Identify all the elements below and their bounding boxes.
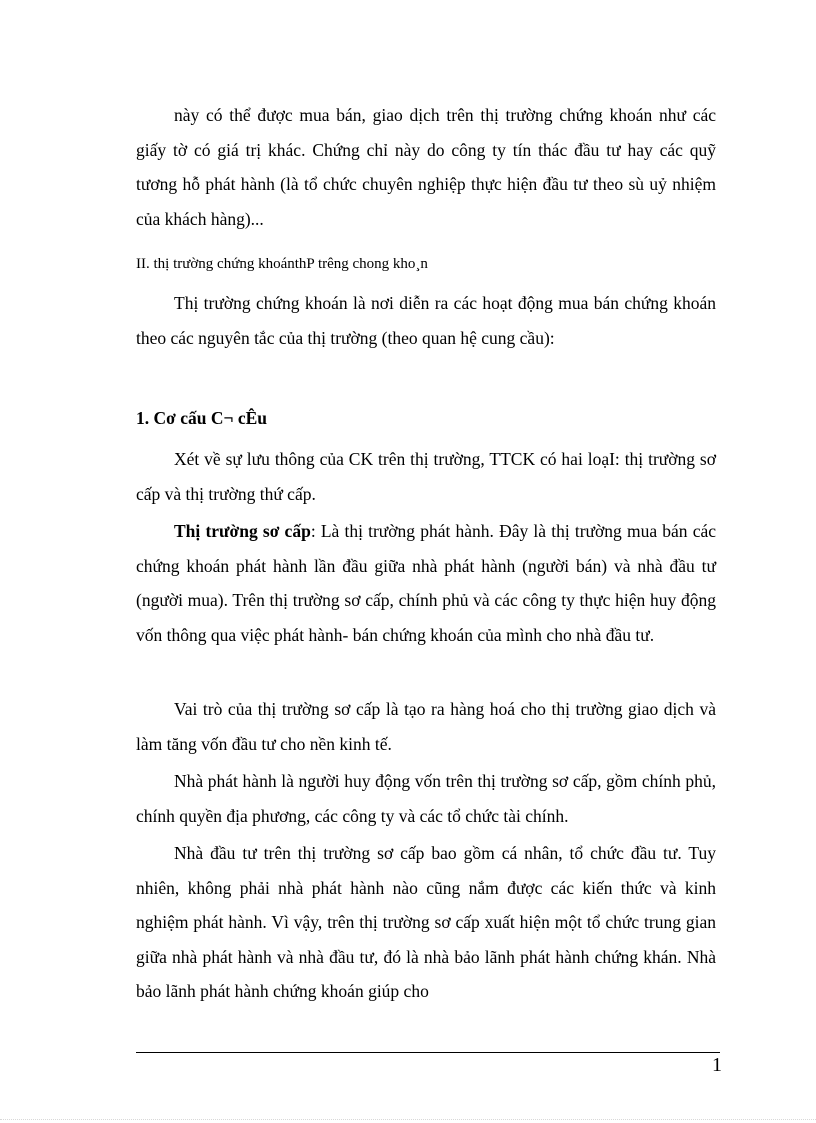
footer-rule xyxy=(136,1052,720,1053)
paragraph-4 xyxy=(136,514,716,652)
page-number: 1 xyxy=(712,1054,722,1076)
primary-market-term: Thị trường sơ cấp xyxy=(174,521,311,541)
paragraph-1: này có thể được mua bán, giao dịch trên thị trường chứng khoán như các giấy tờ có giá trị khác. Chứng chỉ này do công ty tín thác đầu tư hay các quỹ tương hỗ phát hành (là tổ chức chuyên nghiệp thực hiện đầu tư theo sù uỷ nhiệm của khách hàng)... xyxy=(136,105,716,229)
paragraph-4-body: : Là thị trường phát hành. Đây là thị trường mua bán các chứng khoán phát hành lần đầu giữa nhà phát hành (người bán) và nhà đầu tư (người mua). Trên thị trường sơ cấp, chính phủ và các công ty thực hiện huy động vốn thông qua việc phát hành- bán chứng khoán của mình cho nhà đầu tư. xyxy=(136,521,716,645)
paragraph-3: Xét về sự lưu thông của CK trên thị trường, TTCK có hai loạI: thị trường sơ cấp và thị trường thứ cấp. xyxy=(136,449,716,504)
subsection-heading: 1. Cơ cấu C¬ cÊu xyxy=(136,408,267,428)
page-edge-divider xyxy=(0,1119,816,1120)
paragraph-7: Nhà đầu tư trên thị trường sơ cấp bao gồm cá nhân, tổ chức đầu tư. Tuy nhiên, không phải nhà phát hành nào cũng nắm được các kiến thức và kinh nghiệm phát hành. Vì vậy, trên thị trường sơ cấp xuất hiện một tổ chức trung gian giữa nhà phát hành và nhà đầu tư, đó là nhà bảo lãnh phát hành chứng khán. Nhà bảo lãnh phát hành chứng khoán giúp cho xyxy=(136,843,716,1002)
paragraph-2: Thị trường chứng khoán là nơi diễn ra các hoạt động mua bán chứng khoán theo các nguyên tắc của thị trường (theo quan hệ cung cầu): xyxy=(136,293,716,348)
paragraph-6: Nhà phát hành là người huy động vốn trên thị trường sơ cấp, gồm chính phủ, chính quyền địa phương, các công ty và các tổ chức tài chính. xyxy=(136,771,716,826)
paragraph-5: Vai trò của thị trường sơ cấp là tạo ra hàng hoá cho thị trường giao dịch và làm tăng vốn đầu tư cho nền kinh tế. xyxy=(136,699,716,754)
section-heading: II. thị trường chứng khoánthP trêng chong kho¸n xyxy=(136,256,428,272)
